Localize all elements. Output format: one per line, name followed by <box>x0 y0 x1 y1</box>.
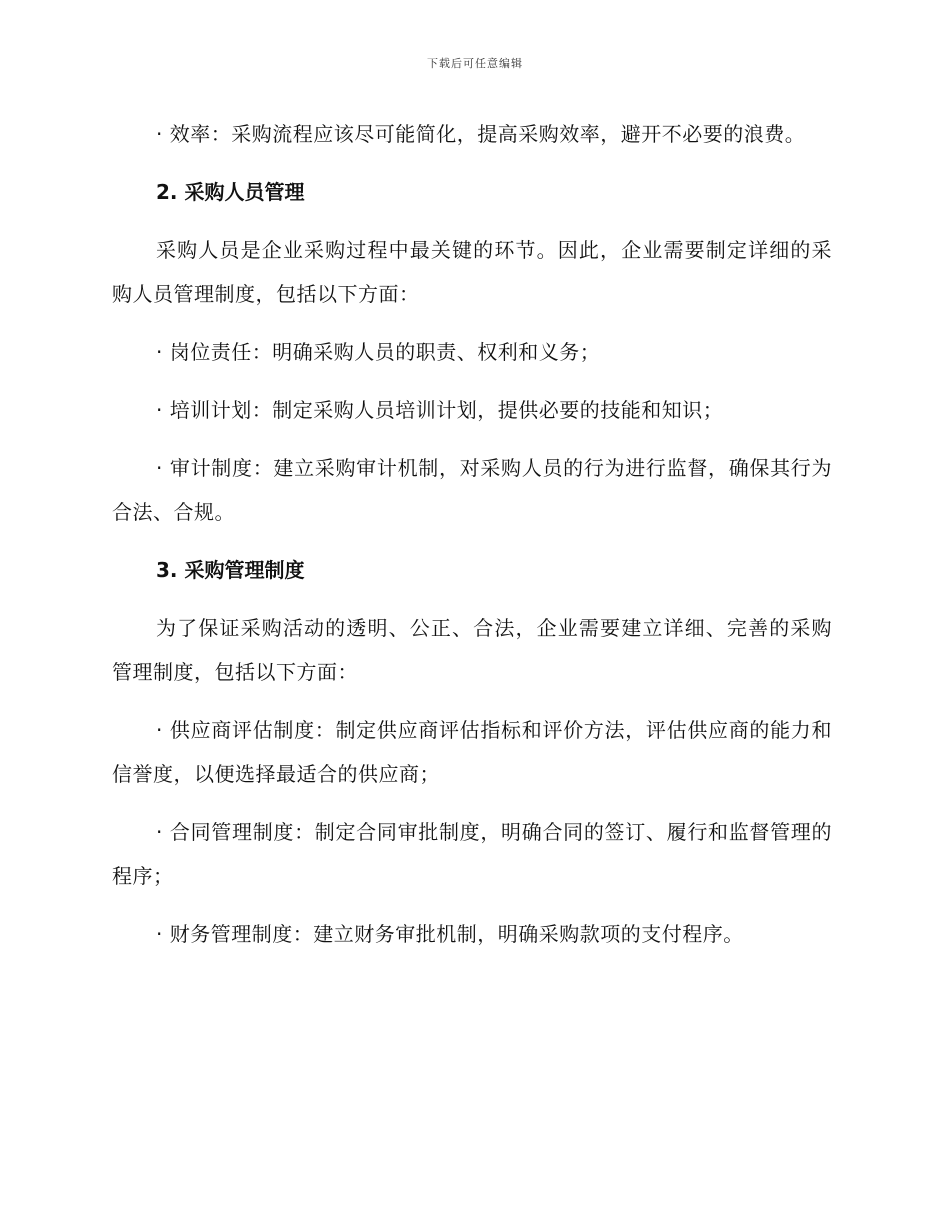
paragraph-system-intro: 为了保证采购活动的透明、公正、合法，企业需要建立详细、完善的采购管理制度，包括以下方面： <box>112 616 832 684</box>
section-heading-management-system: 3. 采购管理制度 <box>156 558 305 582</box>
bullet-contract-management: · 合同管理制度：制定合同审批制度，明确合同的签订、履行和监督管理的程序； <box>112 820 832 888</box>
paragraph-staff-intro: 采购人员是企业采购过程中最关键的环节。因此，企业需要制定详细的采购人员管理制度，包括以下方面： <box>112 238 832 306</box>
bullet-job-responsibility: · 岗位责任：明确采购人员的职责、权利和义务； <box>156 340 601 364</box>
section-heading-purchasing-staff: 2. 采购人员管理 <box>156 180 305 204</box>
bullet-efficiency: · 效率：采购流程应该尽可能简化，提高采购效率，避开不必要的浪费。 <box>156 122 806 146</box>
bullet-training-plan: · 培训计划：制定采购人员培训计划，提供必要的技能和知识； <box>156 398 724 422</box>
bullet-financial-management: · 财务管理制度：建立财务审批机制，明确采购款项的支付程序。 <box>156 922 744 946</box>
bullet-audit-system: · 审计制度：建立采购审计机制，对采购人员的行为进行监督，确保其行为合法、合规。 <box>112 456 832 524</box>
page-header: 下载后可任意编辑 <box>427 57 523 70</box>
bullet-supplier-evaluation: · 供应商评估制度：制定供应商评估指标和评价方法，评估供应商的能力和信誉度，以便选择最适合的供应商； <box>112 718 832 786</box>
document-body <box>112 112 832 970</box>
